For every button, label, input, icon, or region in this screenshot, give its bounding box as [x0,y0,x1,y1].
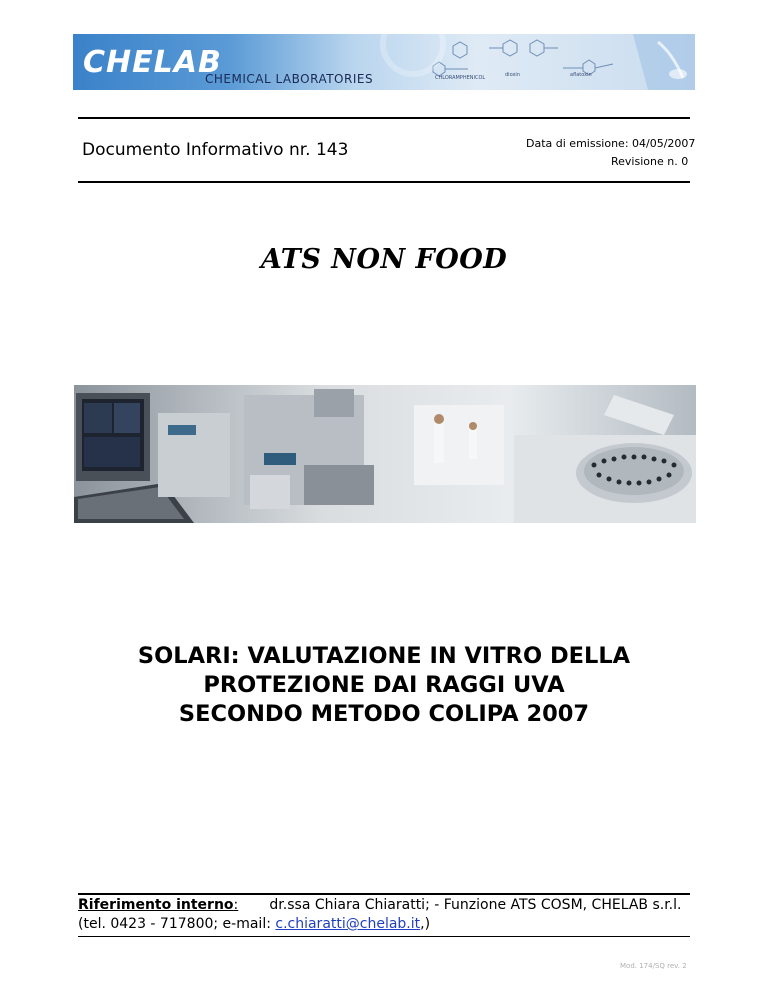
reference-label: Riferimento interno [78,897,234,913]
main-title-line-2: PROTEZIONE DAI RAGGI UVA [203,672,565,698]
reference-colon: : [233,897,239,913]
laboratory-photo [74,385,696,523]
section-title: ATS NON FOOD [260,244,508,275]
chelab-logo: CHELAB [83,45,222,80]
main-title-line-1: SOLARI: VALUTAZIONE IN VITRO DELLA [137,643,631,669]
info-bottom-rule [78,181,690,183]
contact-line [78,916,430,932]
reference-text: dr.ssa Chiara Chiaratti; - Funzione ATS COSM, CHELAB s.r.l. [269,897,682,913]
document-main-title [0,642,768,729]
top-rule [78,117,690,119]
revision-number: Revisione n. 0 [611,155,689,168]
module-code: Mod. 174/SQ rev. 2 [620,962,687,970]
document-number: Documento Informativo nr. 143 [82,140,349,160]
contact-suffix: ,) [420,916,431,932]
email-link[interactable]: c.chiaratti@chelab.it [275,916,421,932]
footer-bottom-rule [78,936,690,937]
main-title-line-3: SECONDO METODO COLIPA 2007 [178,701,590,727]
banner-label-1: CHLORAMPHENICOL [435,75,486,81]
logo-subtitle: CHEMICAL LABORATORIES [205,72,374,86]
issue-date: Data di emissione: 04/05/2007 [526,137,696,150]
header-banner [73,34,695,90]
banner-label-3: aflatoxin [570,72,592,78]
internal-reference [78,897,681,913]
footer-top-rule [78,893,690,895]
banner-label-2: dioxin [505,72,520,78]
contact-prefix: (tel. 0423 - 717800; e-mail: [78,916,276,932]
